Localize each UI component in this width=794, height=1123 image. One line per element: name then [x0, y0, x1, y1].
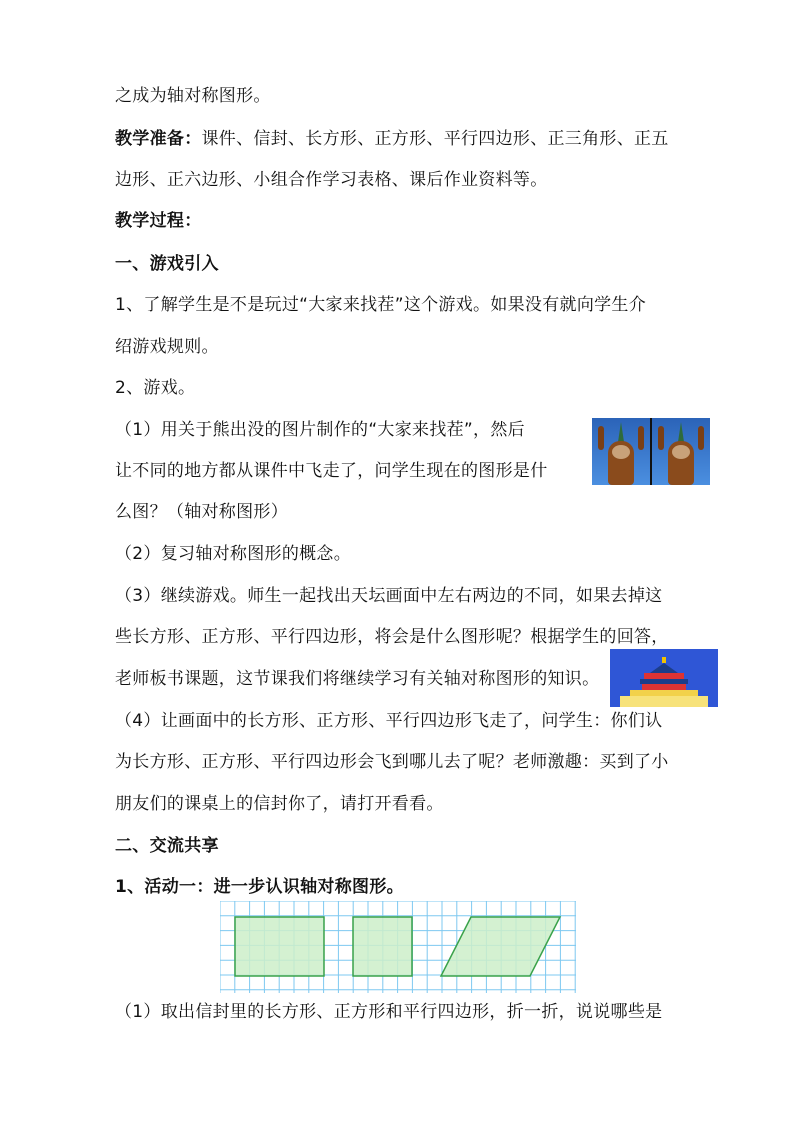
text-line	[115, 129, 669, 149]
text-line: （1）取出信封里的长方形、正方形和平行四边形，折一折，说说哪些是	[115, 1002, 663, 1022]
text-line: （3）继续游戏。师生一起找出天坛画面中左右两边的不同，如果去掉这	[115, 586, 663, 606]
text-line: 朋友们的课桌上的信封你了，请打开看看。	[115, 794, 444, 814]
bear-picture	[592, 418, 710, 485]
text-line: 之成为轴对称图形。	[115, 86, 271, 106]
text-line: 么图？（轴对称图形）	[115, 502, 288, 522]
text-line: 绍游戏规则。	[115, 337, 219, 357]
text-line: 老师板书课题，这节课我们将继续学习有关轴对称图形的知识。	[115, 669, 600, 689]
square-shape	[353, 917, 412, 976]
text-span: 课件、信封、长方形、正方形、平行四边形、正三角形、正五	[201, 129, 669, 149]
heading-section-2: 二、交流共享	[115, 836, 219, 856]
text-line: 边形、正六边形、小组合作学习表格、课后作业资料等。	[115, 170, 548, 190]
shapes-grid-figure	[220, 901, 576, 993]
text-line: 让不同的地方都从课件中飞走了，问学生现在的图形是什	[115, 461, 548, 481]
text-line: 些长方形、正方形、平行四边形，将会是什么图形呢？根据学生的回答，	[115, 627, 669, 647]
label-teaching-prep: 教学准备：	[115, 129, 202, 149]
rectangle-shape	[235, 917, 324, 976]
text-line: （1）用关于熊出没的图片制作的“大家来找茬”，然后	[115, 420, 525, 440]
text-line: 1、了解学生是不是玩过“大家来找茬”这个游戏。如果没有就向学生介	[115, 295, 647, 315]
temple-of-heaven-picture	[610, 649, 718, 707]
text-line: 为长方形、正方形、平行四边形会飞到哪儿去了呢？老师激趣：买到了小	[115, 752, 669, 772]
text-line: 2、游戏。	[115, 378, 196, 398]
heading-section-1: 一、游戏引入	[115, 254, 219, 274]
text-line: （2）复习轴对称图形的概念。	[115, 544, 352, 564]
heading-process: 教学过程：	[115, 211, 202, 231]
parallelogram-shape	[441, 917, 560, 976]
heading-activity-1: 1、活动一：进一步认识轴对称图形。	[115, 877, 404, 897]
text-line: （4）让画面中的长方形、正方形、平行四边形飞走了，问学生：你们认	[115, 711, 663, 731]
